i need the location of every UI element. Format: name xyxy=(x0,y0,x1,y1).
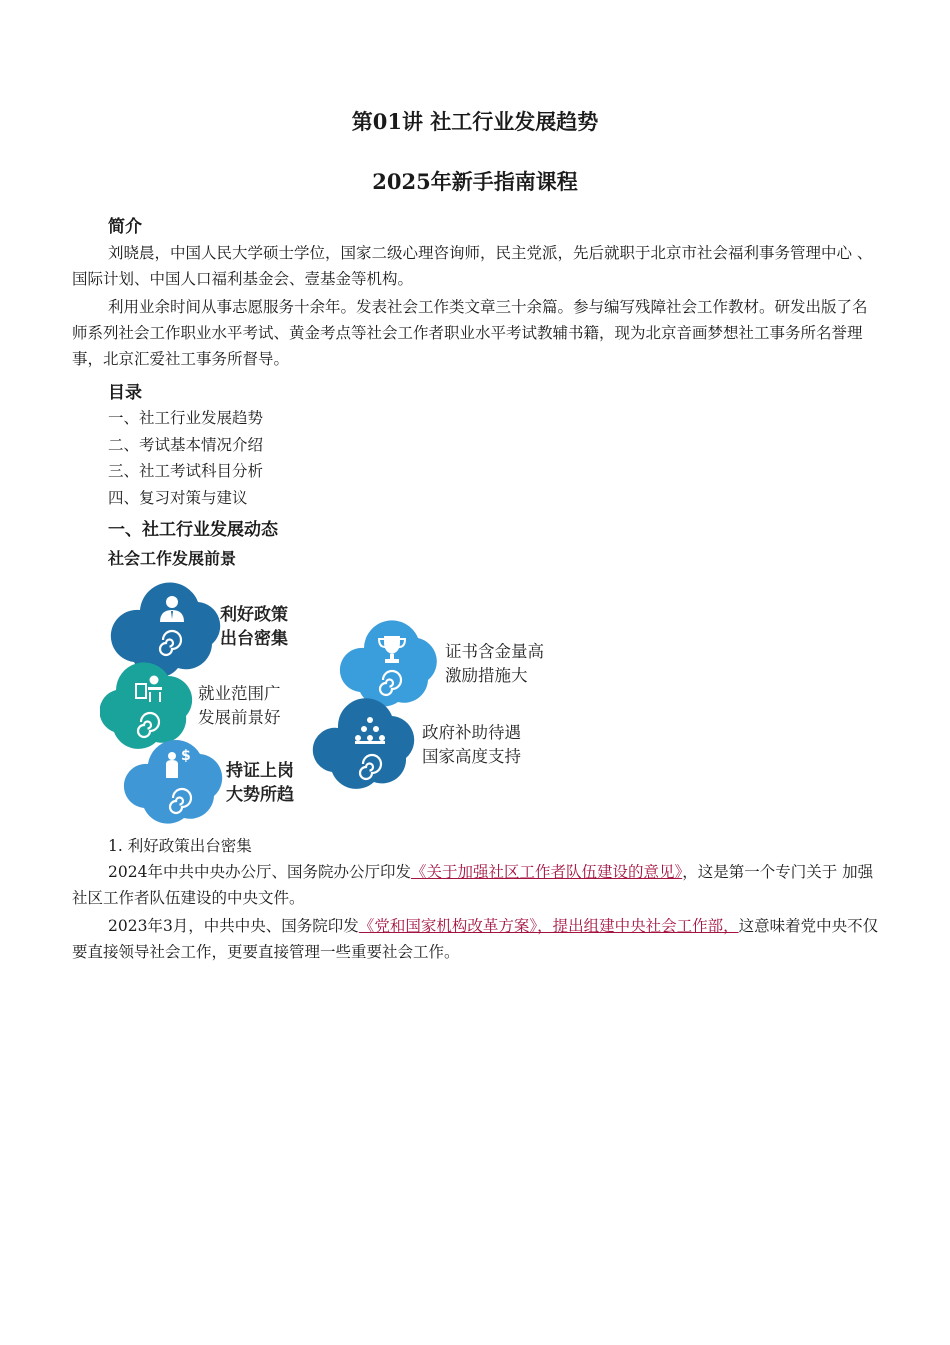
cloud-value-line2: 激励措施大 xyxy=(445,666,528,685)
cloud-support xyxy=(313,698,521,789)
cloud-employment-line1: 就业范围广 xyxy=(198,684,281,703)
section-subheading: 社会工作发展前景 xyxy=(108,549,237,568)
subsection-heading: 1. 利好政策出台密集 xyxy=(108,837,252,855)
document-title: 第01讲 社工行业发展趋势 xyxy=(351,109,599,134)
toc-item-3: 三、社工考试科目分析 xyxy=(108,462,264,480)
policy-paragraph-1-text: 2024年中共中央办公厅、国务院办公厅印发 xyxy=(108,863,411,881)
cloud-employment-line2: 发展前景好 xyxy=(198,708,281,727)
toc-heading: 目录 xyxy=(108,383,142,403)
toc-item-1: 一、社工行业发展趋势 xyxy=(108,409,264,427)
cloud-certificate-line2: 大势所趋 xyxy=(226,785,294,805)
svg-text:$: $ xyxy=(181,748,191,764)
toc-list xyxy=(108,405,263,511)
development-infographic xyxy=(100,578,560,828)
intro-paragraph-1: 刘晓晨，中国人民大学硕士学位，国家二级心理咨询师，民主党派，先后就职于北京市社会福利事务管理中心 、国际计划、中国人口福利基金会、壹基金等机构。 xyxy=(72,244,873,288)
cloud-support-line1: 政府补助待遇 xyxy=(422,723,521,742)
section-heading: 一、社工行业发展动态 xyxy=(108,520,278,540)
cloud-policy-shape xyxy=(111,582,220,677)
document-subtitle: 2025年新手指南课程 xyxy=(372,169,578,194)
policy-document-link-2[interactable]: 《党和国家机构改革方案》，提出组建中央社会工作部， xyxy=(358,917,739,935)
cloud-certificate xyxy=(124,740,294,824)
intro-heading: 简介 xyxy=(108,217,142,237)
cloud-policy-line1: 利好政策 xyxy=(220,605,288,625)
policy-paragraph-2-text: 2023年3月，中共中央、国务院印发 xyxy=(108,917,359,935)
policy-paragraph-1-tail: ，这是第一个专门关于 加强社区工作者队伍建设的中央文件。 xyxy=(72,863,874,907)
policy-paragraph-2 xyxy=(72,913,880,965)
cloud-certificate-line1: 持证上岗 xyxy=(226,761,294,781)
cloud-value-line1: 证书含金量高 xyxy=(445,642,544,661)
intro-paragraph-2: 利用业余时间从事志愿服务十余年。发表社会工作类文章三十余篇。参与编写残障社会工作教材。研发出版了名师系列社会工作职业水平考试、黄金考点等社会工作者职业水平考试教辅书籍，现为北京音画梦想社工事务所名誉理事，北京汇爱社工事务所督导。 xyxy=(72,298,868,368)
cloud-support-line2: 国家高度支持 xyxy=(422,747,521,766)
cloud-employment xyxy=(100,662,281,748)
cloud-policy-line2: 出台密集 xyxy=(220,629,288,649)
policy-document-link-1[interactable]: 《关于加强社区工作者队伍建设的意见》 xyxy=(410,863,683,881)
toc-item-2: 二、考试基本情况介绍 xyxy=(108,435,264,454)
toc-item-4: 四、复习对策与建议 xyxy=(108,488,248,507)
policy-paragraph-1 xyxy=(72,859,880,911)
policy-paragraph-2-tail: 这意味着党中央不仅要直接领导社会工作，更要直接管理一些重要社会工作。 xyxy=(72,917,879,961)
cloud-value xyxy=(340,620,544,706)
